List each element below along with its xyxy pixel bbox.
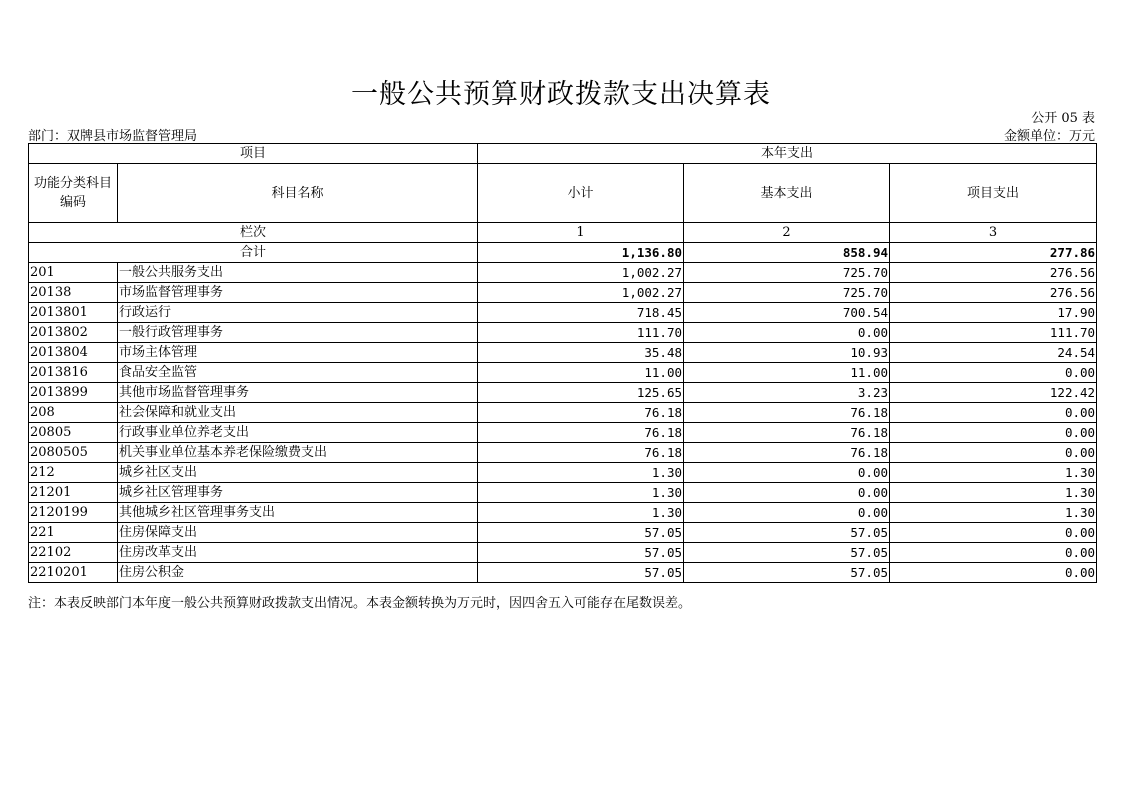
table-row bbox=[29, 443, 1097, 463]
row-basic: 57.05 bbox=[684, 563, 890, 583]
row-name: 机关事业单位基本养老保险缴费支出 bbox=[118, 443, 478, 463]
header-name: 科目名称 bbox=[118, 164, 478, 223]
table-row bbox=[29, 383, 1097, 403]
row-label: 栏次 bbox=[29, 223, 478, 243]
total-row bbox=[29, 243, 1097, 263]
row-name: 市场主体管理 bbox=[118, 343, 478, 363]
row-code: 2120199 bbox=[29, 503, 118, 523]
table-row bbox=[29, 423, 1097, 443]
table-row bbox=[29, 343, 1097, 363]
row-subtotal: 57.05 bbox=[478, 523, 684, 543]
row-name: 社会保障和就业支出 bbox=[118, 403, 478, 423]
row-subtotal: 76.18 bbox=[478, 403, 684, 423]
row-project: 276.56 bbox=[890, 263, 1097, 283]
header-row-1 bbox=[29, 144, 1097, 164]
table-row bbox=[29, 523, 1097, 543]
row-code: 201 bbox=[29, 263, 118, 283]
row-code: 20138 bbox=[29, 283, 118, 303]
table-row bbox=[29, 563, 1097, 583]
row-basic: 725.70 bbox=[684, 283, 890, 303]
row-basic: 76.18 bbox=[684, 423, 890, 443]
row-code: 221 bbox=[29, 523, 118, 543]
row-project: 0.00 bbox=[890, 403, 1097, 423]
row-subtotal: 718.45 bbox=[478, 303, 684, 323]
row-basic: 3.23 bbox=[684, 383, 890, 403]
row-name: 住房保障支出 bbox=[118, 523, 478, 543]
row-subtotal: 11.00 bbox=[478, 363, 684, 383]
header-project: 项目支出 bbox=[890, 164, 1097, 223]
form-number: 公开 05 表 bbox=[1031, 111, 1095, 126]
row-subtotal: 76.18 bbox=[478, 443, 684, 463]
row-project: 276.56 bbox=[890, 283, 1097, 303]
header-basic: 基本支出 bbox=[684, 164, 890, 223]
row-code: 212 bbox=[29, 463, 118, 483]
row-project: 0.00 bbox=[890, 523, 1097, 543]
row-code: 2013899 bbox=[29, 383, 118, 403]
row-project: 1.30 bbox=[890, 483, 1097, 503]
row-name: 市场监督管理事务 bbox=[118, 283, 478, 303]
row-subtotal: 1.30 bbox=[478, 483, 684, 503]
row-name: 城乡社区支出 bbox=[118, 463, 478, 483]
row-basic: 0.00 bbox=[684, 463, 890, 483]
row-name: 行政运行 bbox=[118, 303, 478, 323]
total-basic: 858.94 bbox=[684, 243, 890, 263]
row-project: 17.90 bbox=[890, 303, 1097, 323]
row-project: 0.00 bbox=[890, 423, 1097, 443]
row-name: 行政事业单位养老支出 bbox=[118, 423, 478, 443]
row-basic: 725.70 bbox=[684, 263, 890, 283]
row-basic: 700.54 bbox=[684, 303, 890, 323]
row-basic: 57.05 bbox=[684, 523, 890, 543]
header-code: 功能分类科目编码 bbox=[29, 164, 118, 223]
table-row bbox=[29, 543, 1097, 563]
header-current-year: 本年支出 bbox=[478, 144, 1097, 164]
row-subtotal: 1.30 bbox=[478, 503, 684, 523]
row-subtotal: 1,002.27 bbox=[478, 283, 684, 303]
amount-unit-label: 金额单位：万元 bbox=[1003, 129, 1095, 144]
department-label: 部门：双牌县市场监督管理局 bbox=[28, 129, 198, 144]
total-subtotal: 1,136.80 bbox=[478, 243, 684, 263]
row-code: 21201 bbox=[29, 483, 118, 503]
table-row bbox=[29, 483, 1097, 503]
row-basic: 76.18 bbox=[684, 443, 890, 463]
row-code: 2013816 bbox=[29, 363, 118, 383]
row-basic: 10.93 bbox=[684, 343, 890, 363]
row-name: 住房公积金 bbox=[118, 563, 478, 583]
header-item: 项目 bbox=[29, 144, 478, 164]
row-basic: 0.00 bbox=[684, 503, 890, 523]
table-row bbox=[29, 363, 1097, 383]
table-row bbox=[29, 263, 1097, 283]
row-basic: 0.00 bbox=[684, 323, 890, 343]
table-row bbox=[29, 463, 1097, 483]
row-project: 0.00 bbox=[890, 543, 1097, 563]
page-title: 一般公共预算财政拨款支出决算表 bbox=[351, 79, 771, 110]
col-index-1: 1 bbox=[478, 223, 684, 243]
total-project: 277.86 bbox=[890, 243, 1097, 263]
table-row bbox=[29, 323, 1097, 343]
row-name: 其他城乡社区管理事务支出 bbox=[118, 503, 478, 523]
row-subtotal: 76.18 bbox=[478, 423, 684, 443]
row-subtotal: 125.65 bbox=[478, 383, 684, 403]
row-code: 22102 bbox=[29, 543, 118, 563]
row-project: 0.00 bbox=[890, 363, 1097, 383]
table-row bbox=[29, 283, 1097, 303]
row-code: 2210201 bbox=[29, 563, 118, 583]
row-code: 2013802 bbox=[29, 323, 118, 343]
row-code: 2013804 bbox=[29, 343, 118, 363]
row-basic: 57.05 bbox=[684, 543, 890, 563]
expenditure-table bbox=[28, 143, 1097, 583]
row-basic: 0.00 bbox=[684, 483, 890, 503]
row-project: 1.30 bbox=[890, 463, 1097, 483]
row-basic: 76.18 bbox=[684, 403, 890, 423]
row-project: 122.42 bbox=[890, 383, 1097, 403]
table-row bbox=[29, 503, 1097, 523]
row-project: 24.54 bbox=[890, 343, 1097, 363]
row-project: 1.30 bbox=[890, 503, 1097, 523]
row-name: 其他市场监督管理事务 bbox=[118, 383, 478, 403]
table-row bbox=[29, 403, 1097, 423]
footnote: 注：本表反映部门本年度一般公共预算财政拨款支出情况。本表金额转换为万元时，因四舍五入可能存在尾数误差。 bbox=[28, 596, 692, 611]
row-name: 食品安全监管 bbox=[118, 363, 478, 383]
row-name: 住房改革支出 bbox=[118, 543, 478, 563]
row-subtotal: 1,002.27 bbox=[478, 263, 684, 283]
col-index-2: 2 bbox=[684, 223, 890, 243]
col-index-3: 3 bbox=[890, 223, 1097, 243]
row-basic: 11.00 bbox=[684, 363, 890, 383]
row-subtotal: 57.05 bbox=[478, 543, 684, 563]
header-row-2 bbox=[29, 164, 1097, 223]
row-project: 0.00 bbox=[890, 563, 1097, 583]
total-label: 合计 bbox=[29, 243, 478, 263]
row-subtotal: 57.05 bbox=[478, 563, 684, 583]
row-project: 111.70 bbox=[890, 323, 1097, 343]
row-code: 2013801 bbox=[29, 303, 118, 323]
row-subtotal: 111.70 bbox=[478, 323, 684, 343]
row-name: 城乡社区管理事务 bbox=[118, 483, 478, 503]
row-code: 208 bbox=[29, 403, 118, 423]
row-name: 一般行政管理事务 bbox=[118, 323, 478, 343]
row-subtotal: 1.30 bbox=[478, 463, 684, 483]
row-subtotal: 35.48 bbox=[478, 343, 684, 363]
row-code: 20805 bbox=[29, 423, 118, 443]
header-subtotal: 小计 bbox=[478, 164, 684, 223]
row-name: 一般公共服务支出 bbox=[118, 263, 478, 283]
row-project: 0.00 bbox=[890, 443, 1097, 463]
column-index-row bbox=[29, 223, 1097, 243]
table-row bbox=[29, 303, 1097, 323]
row-code: 2080505 bbox=[29, 443, 118, 463]
